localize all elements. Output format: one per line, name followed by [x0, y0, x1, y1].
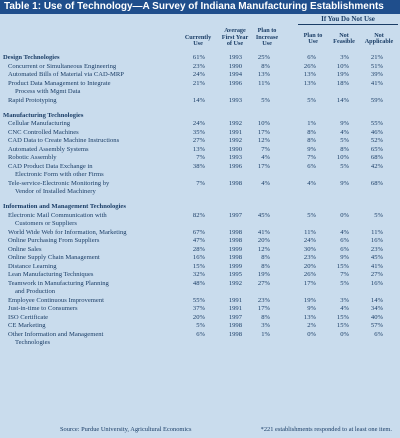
table-cell: 52% — [370, 137, 383, 144]
technology-table — [0, 14, 400, 433]
row-label: CNC Controlled Machines — [8, 128, 79, 136]
table-cell: 8% — [307, 137, 316, 144]
table-cell: 9% — [307, 305, 316, 312]
table-cell: 0% — [340, 330, 349, 338]
table-cell: 5% — [374, 211, 383, 219]
table-cell: 39% — [370, 71, 383, 78]
table-cell: 45% — [370, 254, 383, 261]
table-cell: 11% — [258, 79, 270, 87]
section-label: Information and Management Technologies — [3, 203, 126, 210]
table-cell: 15% — [336, 322, 349, 329]
table-cell: 11% — [371, 228, 383, 236]
row-label: Employee Continuous Improvement — [8, 296, 104, 304]
section-label: Design Technologies — [3, 54, 60, 61]
table-cell: 34% — [370, 305, 383, 312]
table-cell: 51% — [370, 62, 383, 70]
table-cell: 1998 — [228, 322, 242, 329]
table-cell: 20% — [303, 262, 316, 270]
table-cell: 2% — [307, 322, 316, 329]
table-cell: 40% — [370, 313, 383, 321]
table-cell: 38% — [192, 162, 205, 170]
table-cell: 1990 — [228, 62, 242, 70]
table-cell: 19% — [303, 296, 316, 304]
table-cell: 1991 — [228, 305, 242, 312]
row-label: Concurrent or Simultaneous Engineering — [8, 62, 117, 70]
table-cell: 7% — [307, 154, 316, 161]
table-cell: 35% — [192, 128, 205, 136]
table-cell: 13% — [303, 313, 316, 321]
row-label: Electronic Mail Communication with — [8, 211, 107, 219]
table-cell: 14% — [370, 296, 383, 304]
table-cell: 0% — [340, 211, 349, 219]
table-cell: 3% — [340, 54, 349, 61]
table-cell: 8% — [340, 145, 349, 153]
table-cell: 6% — [340, 237, 349, 244]
table-cell: 30% — [303, 245, 316, 253]
table-cell: 21% — [370, 54, 383, 61]
table-cell: 1993 — [228, 154, 242, 161]
table-cell: 28% — [192, 245, 205, 253]
table-cell: 48% — [192, 279, 205, 287]
table-cell: 6% — [340, 245, 349, 253]
footnote: *221 establishments responded to at least one item. — [260, 426, 392, 433]
table-cell: 27% — [370, 271, 383, 278]
row-label: Product Data Management to Integrate — [8, 79, 111, 87]
table-cell: 41% — [370, 79, 383, 87]
table-cell: 8% — [261, 62, 270, 70]
table-cell: 15% — [336, 313, 349, 321]
table-cell: 42% — [370, 162, 383, 170]
table-cell: 5% — [261, 96, 270, 104]
table-cell: 17% — [257, 128, 270, 136]
row-label: Teamwork in Manufacturing Planning — [8, 279, 109, 287]
table-title: Table 1: Use of Technology—A Survey of Indiana Manufacturing Establishments — [0, 0, 400, 14]
table-cell: 68% — [370, 154, 383, 161]
table-cell: 1999 — [228, 262, 242, 270]
row-label: Distance Learning — [8, 262, 57, 270]
table-cell: 6% — [196, 330, 205, 338]
table-cell: 17% — [257, 305, 270, 312]
table-cell: 3% — [340, 296, 349, 304]
table-cell: 5% — [196, 322, 205, 329]
row-label: Customers or Suppliers — [15, 220, 77, 227]
table-cell: 1993 — [228, 54, 242, 61]
table-cell: 61% — [192, 54, 205, 61]
row-label: Electronic Form with other Firms — [15, 171, 104, 178]
table-cell: 24% — [303, 237, 316, 244]
table-cell: 55% — [370, 120, 383, 127]
group-header-rule — [298, 24, 398, 25]
table-cell: 1993 — [228, 96, 242, 104]
table-cell: 15% — [336, 262, 349, 270]
table-cell: 1990 — [228, 145, 242, 153]
table-cell: 65% — [370, 145, 383, 153]
table-cell: 8% — [261, 313, 270, 321]
table-cell: 67% — [192, 228, 205, 236]
table-cell: 4% — [340, 228, 349, 236]
table-cell: 7% — [196, 179, 205, 187]
table-cell: 1995 — [228, 271, 242, 278]
table-cell: 1991 — [228, 296, 242, 304]
row-label: Just-in-time to Consumers — [8, 305, 78, 312]
table-cell: 1997 — [228, 211, 242, 219]
row-label: Online Supply Chain Management — [8, 254, 100, 261]
table-cell: 23% — [370, 245, 383, 253]
row-label: and Production — [15, 288, 56, 295]
table-cell: 23% — [257, 296, 270, 304]
table-cell: 8% — [261, 262, 270, 270]
table-footer — [0, 422, 400, 438]
table-cell: 32% — [192, 271, 205, 278]
table-cell: 0% — [307, 330, 316, 338]
row-label: Technologies — [15, 339, 51, 346]
table-cell: 27% — [192, 137, 205, 144]
table-cell: 16% — [370, 237, 383, 244]
table-cell: 5% — [307, 96, 316, 104]
column-header: Not Feasible — [333, 31, 355, 45]
row-label: Lean Manufacturing Techniques — [8, 271, 94, 278]
row-label: Online Sales — [8, 245, 42, 253]
table-cell: 1998 — [228, 228, 242, 236]
table-cell: 19% — [257, 271, 270, 278]
table-cell: 24% — [192, 120, 205, 127]
table-cell: 9% — [307, 145, 316, 153]
table-cell: 1998 — [228, 330, 242, 338]
row-label: Automated Bills of Material via CAD-MRP — [8, 71, 124, 78]
table-cell: 45% — [257, 211, 270, 219]
table-cell: 4% — [261, 154, 270, 161]
table-cell: 23% — [192, 62, 205, 70]
row-label: Automated Assembly Systems — [8, 145, 89, 153]
table-cell: 4% — [340, 305, 349, 312]
section-label: Manufacturing Technologies — [3, 111, 84, 119]
table-cell: 1% — [261, 330, 270, 338]
table-cell: 1992 — [228, 120, 242, 127]
column-header: Currently Use — [184, 33, 212, 47]
table-cell: 10% — [336, 62, 349, 70]
table-cell: 15% — [192, 262, 205, 270]
row-label: ISO Certificate — [8, 313, 49, 321]
column-header: Plan to Increase Use — [255, 27, 279, 47]
table-cell: 37% — [192, 305, 205, 312]
table-cell: 59% — [370, 96, 383, 104]
table-cell: 1999 — [228, 245, 242, 253]
row-label: World Wide Web for Information, Marketing — [8, 228, 127, 236]
table-cell: 1998 — [228, 179, 242, 187]
source-note: Source: Purdue University, Agricultural Economics — [60, 426, 192, 433]
table-cell: 4% — [340, 128, 349, 136]
table-cell: 5% — [340, 137, 349, 144]
row-label: Other Information and Management — [8, 330, 104, 338]
row-label: Vendor of Installed Machinery — [15, 188, 96, 195]
table-cell: 13% — [303, 71, 316, 78]
table-cell: 16% — [192, 254, 205, 261]
table-cell: 9% — [340, 120, 349, 127]
table-cell: 13% — [192, 145, 205, 153]
row-label: Online Purchasing From Suppliers — [8, 237, 100, 244]
table-cell: 1996 — [228, 79, 242, 87]
table-cell: 14% — [336, 96, 349, 104]
table-cell: 68% — [370, 179, 383, 187]
column-header: Plan to Use — [303, 31, 323, 45]
table-cell: 5% — [340, 162, 349, 170]
table-cell: 21% — [192, 79, 205, 87]
group-header: If You Do Not Use — [321, 15, 375, 23]
table-cell: 1% — [307, 120, 316, 127]
table-cell: 14% — [192, 96, 205, 104]
table-cell: 6% — [307, 54, 316, 61]
row-label: CE Marketing — [8, 322, 46, 329]
table-cell: 1991 — [228, 128, 242, 136]
table-cell: 3% — [261, 322, 270, 329]
table-cell: 1998 — [228, 237, 242, 244]
table-cell: 1994 — [228, 71, 242, 78]
table-cell: 11% — [304, 228, 316, 236]
row-label: Robotic Assembly — [8, 154, 57, 161]
table-cell: 20% — [192, 313, 205, 321]
column-header: Not Applicable — [364, 31, 394, 45]
table-cell: 41% — [370, 262, 383, 270]
table-cell: 13% — [303, 79, 316, 87]
table-cell: 24% — [192, 71, 205, 78]
table-cell: 6% — [307, 162, 316, 170]
table-cell: 7% — [340, 271, 349, 278]
table-cell: 9% — [340, 179, 349, 187]
table-cell: 82% — [192, 211, 205, 219]
table-cell: 41% — [257, 228, 270, 236]
table-cell: 13% — [257, 71, 270, 78]
row-label: Process with Mgmt Data — [15, 88, 81, 95]
table-cell: 57% — [370, 322, 383, 329]
table-cell: 26% — [303, 62, 316, 70]
table-cell: 5% — [340, 279, 349, 287]
table-cell: 26% — [303, 271, 316, 278]
table-cell: 1992 — [228, 279, 242, 287]
table-cell: 20% — [257, 237, 270, 244]
column-header: Average First Year of Use — [221, 27, 249, 47]
table-cell: 4% — [307, 179, 316, 187]
row-label: Rapid Prototyping — [8, 96, 57, 104]
table-cell: 27% — [257, 279, 270, 287]
table-cell: 25% — [257, 54, 270, 61]
table-cell: 46% — [370, 128, 383, 136]
row-label: CAD Product Data Exchange in — [8, 162, 93, 170]
table-cell: 7% — [261, 145, 270, 153]
row-label: CAD Data to Create Machine Instructions — [8, 137, 120, 144]
table-cell: 47% — [192, 237, 205, 244]
table-cell: 19% — [336, 71, 349, 78]
table-cell: 10% — [336, 154, 349, 161]
table-cell: 1997 — [228, 313, 242, 321]
table-cell: 9% — [340, 254, 349, 261]
table-cell: 4% — [261, 179, 270, 187]
row-label: Cellular Manufacturing — [8, 120, 71, 127]
table-cell: 8% — [307, 128, 316, 136]
table-cell: 12% — [257, 137, 270, 144]
table-cell: 6% — [374, 330, 383, 338]
table-cell: 18% — [336, 79, 349, 87]
table-cell: 1996 — [228, 162, 242, 170]
table-cell: 23% — [303, 254, 316, 261]
table-cell: 1992 — [228, 137, 242, 144]
table-cell: 17% — [303, 279, 316, 287]
table-cell: 1998 — [228, 254, 242, 261]
table-cell: 16% — [370, 279, 383, 287]
table-cell: 17% — [257, 162, 270, 170]
table-cell: 5% — [307, 211, 316, 219]
table-cell: 7% — [196, 154, 205, 161]
table-header — [0, 14, 400, 54]
table-cell: 12% — [257, 245, 270, 253]
table-cell: 55% — [192, 296, 205, 304]
table-cell: 10% — [257, 120, 270, 127]
table-cell: 8% — [261, 254, 270, 261]
row-label: Tele-service-Electronic Monitoring by — [8, 179, 110, 187]
